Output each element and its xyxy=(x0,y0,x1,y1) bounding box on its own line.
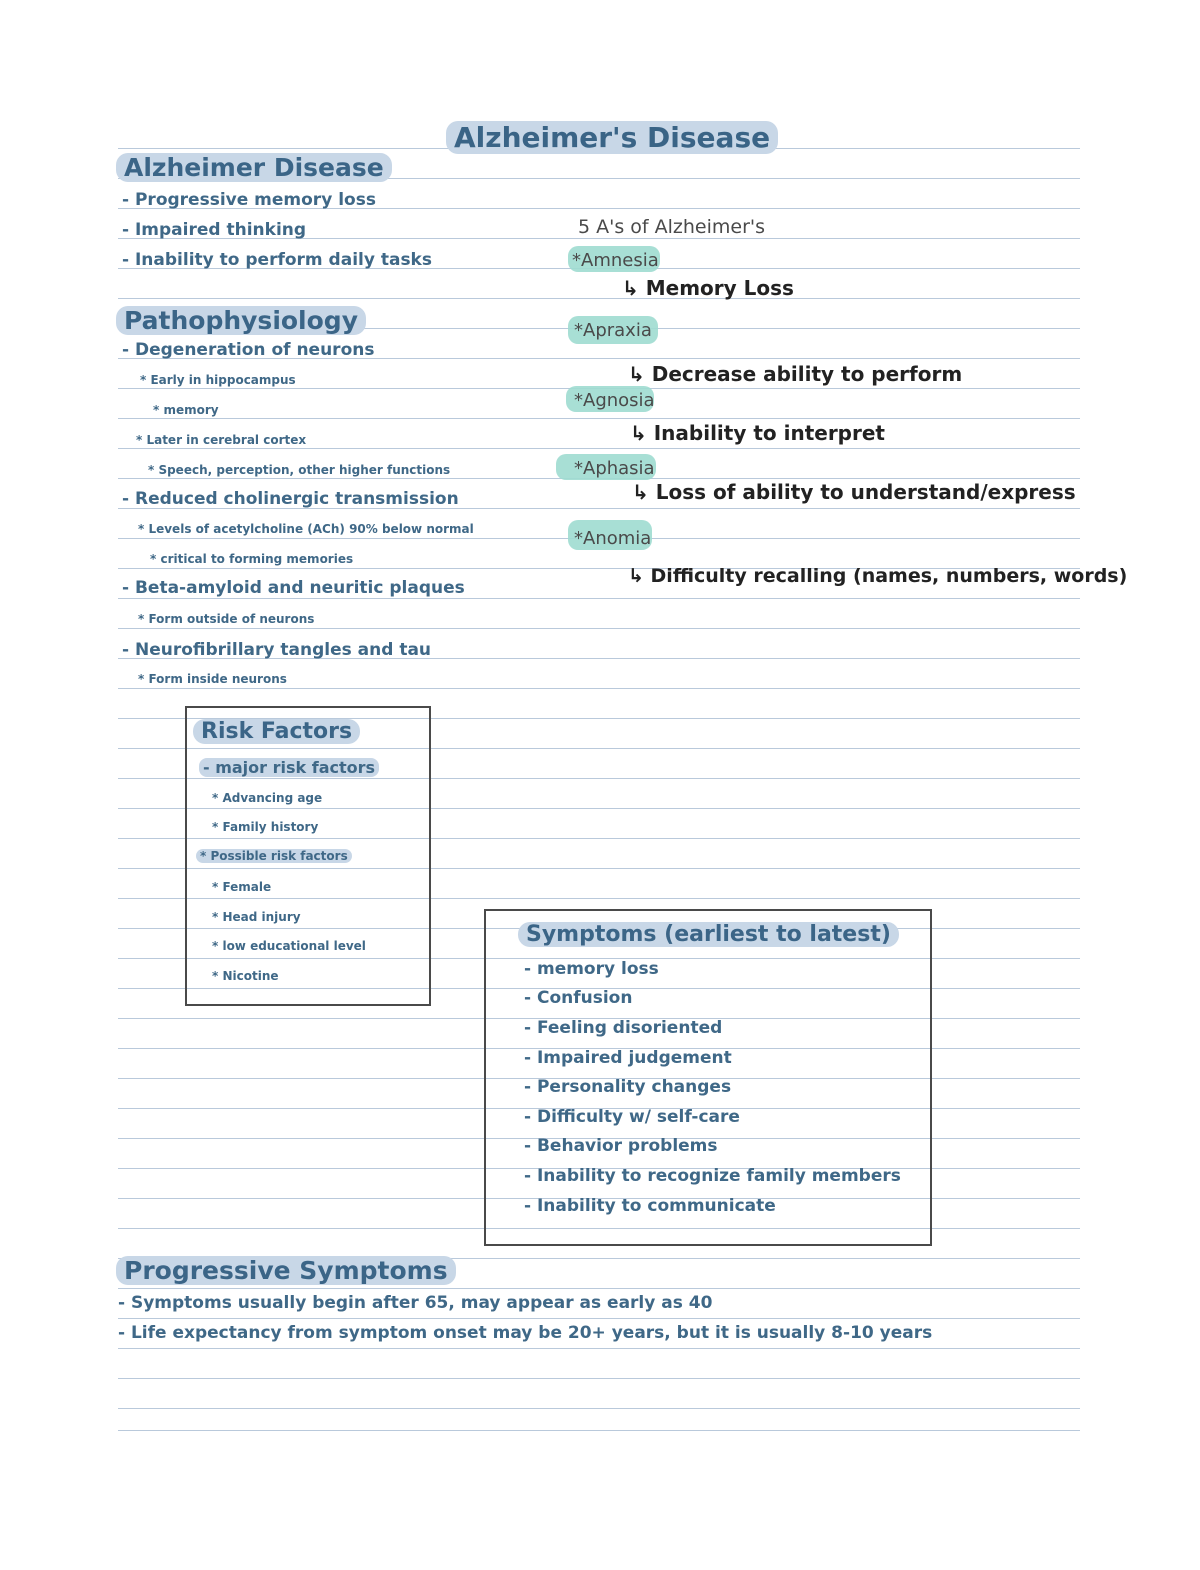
risk-item: * Nicotine xyxy=(212,969,279,983)
five-as-definition: ↳ Difficulty recalling (names, numbers, words) xyxy=(628,565,1128,587)
risk-item: - major risk factors xyxy=(199,758,379,777)
symptoms-heading: Symptoms (earliest to latest) xyxy=(518,922,899,947)
symptom-item: - memory loss xyxy=(524,959,659,979)
overview-item: - Inability to perform daily tasks xyxy=(122,250,432,270)
patho-item: - Neurofibrillary tangles and tau xyxy=(122,640,432,660)
patho-item: * Later in cerebral cortex xyxy=(136,433,307,447)
patho-item: * Form outside of neurons xyxy=(138,612,315,626)
symptom-item: - Impaired judgement xyxy=(524,1048,732,1068)
patho-item: - Beta-amyloid and neuritic plaques xyxy=(122,578,465,598)
patho-item: * Speech, perception, other higher functions xyxy=(148,463,451,477)
risk-item: * Female xyxy=(212,880,272,894)
five-as-definition: ↳ Loss of ability to understand/express xyxy=(632,480,1076,504)
overview-heading: Alzheimer Disease xyxy=(116,153,392,182)
five-as-term: *Aphasia xyxy=(574,458,655,479)
patho-item: * Form inside neurons xyxy=(138,672,287,686)
five-as-heading: 5 A's of Alzheimer's xyxy=(578,216,766,238)
symptom-item: - Difficulty w/ self-care xyxy=(524,1107,740,1127)
symptom-item: - Inability to recognize family members xyxy=(524,1166,901,1186)
progressive-item: - Symptoms usually begin after 65, may appear as early as 40 xyxy=(118,1293,713,1313)
patho-item: - Degeneration of neurons xyxy=(122,340,375,360)
risk-item: * low educational level xyxy=(212,939,366,953)
patho-item: * critical to forming memories xyxy=(150,552,354,566)
patho-item: * memory xyxy=(153,403,219,417)
overview-item: - Impaired thinking xyxy=(122,220,307,240)
five-as-definition: ↳ Memory Loss xyxy=(622,276,794,300)
risk-item: * Family history xyxy=(212,820,319,834)
patho-item: - Reduced cholinergic transmission xyxy=(122,489,459,509)
five-as-term: *Amnesia xyxy=(572,250,659,271)
page-title: Alzheimer's Disease xyxy=(446,121,778,154)
symptom-item: - Personality changes xyxy=(524,1077,732,1097)
overview-item: - Progressive memory loss xyxy=(122,190,376,210)
five-as-definition: ↳ Decrease ability to perform xyxy=(628,362,963,386)
symptom-item: - Feeling disoriented xyxy=(524,1018,723,1038)
symptom-item: - Confusion xyxy=(524,988,633,1008)
five-as-term: *Apraxia xyxy=(574,320,652,341)
five-as-definition: ↳ Inability to interpret xyxy=(630,421,885,445)
five-as-term: *Anomia xyxy=(574,528,652,549)
patho-item: * Early in hippocampus xyxy=(140,373,296,387)
risk-item: * Advancing age xyxy=(212,791,323,805)
progressive-item: - Life expectancy from symptom onset may be 20+ years, but it is usually 8-10 years xyxy=(118,1323,933,1343)
risk-item: * Head injury xyxy=(212,910,301,924)
patho-item: * Levels of acetylcholine (ACh) 90% below normal xyxy=(138,522,474,536)
pathophysiology-heading: Pathophysiology xyxy=(116,306,366,335)
risk-item: * Possible risk factors xyxy=(196,849,352,863)
risk-factors-heading: Risk Factors xyxy=(193,719,360,744)
five-as-term: *Agnosia xyxy=(574,390,655,411)
symptom-item: - Behavior problems xyxy=(524,1136,718,1156)
progressive-heading: Progressive Symptoms xyxy=(116,1256,456,1285)
symptom-item: - Inability to communicate xyxy=(524,1196,776,1216)
